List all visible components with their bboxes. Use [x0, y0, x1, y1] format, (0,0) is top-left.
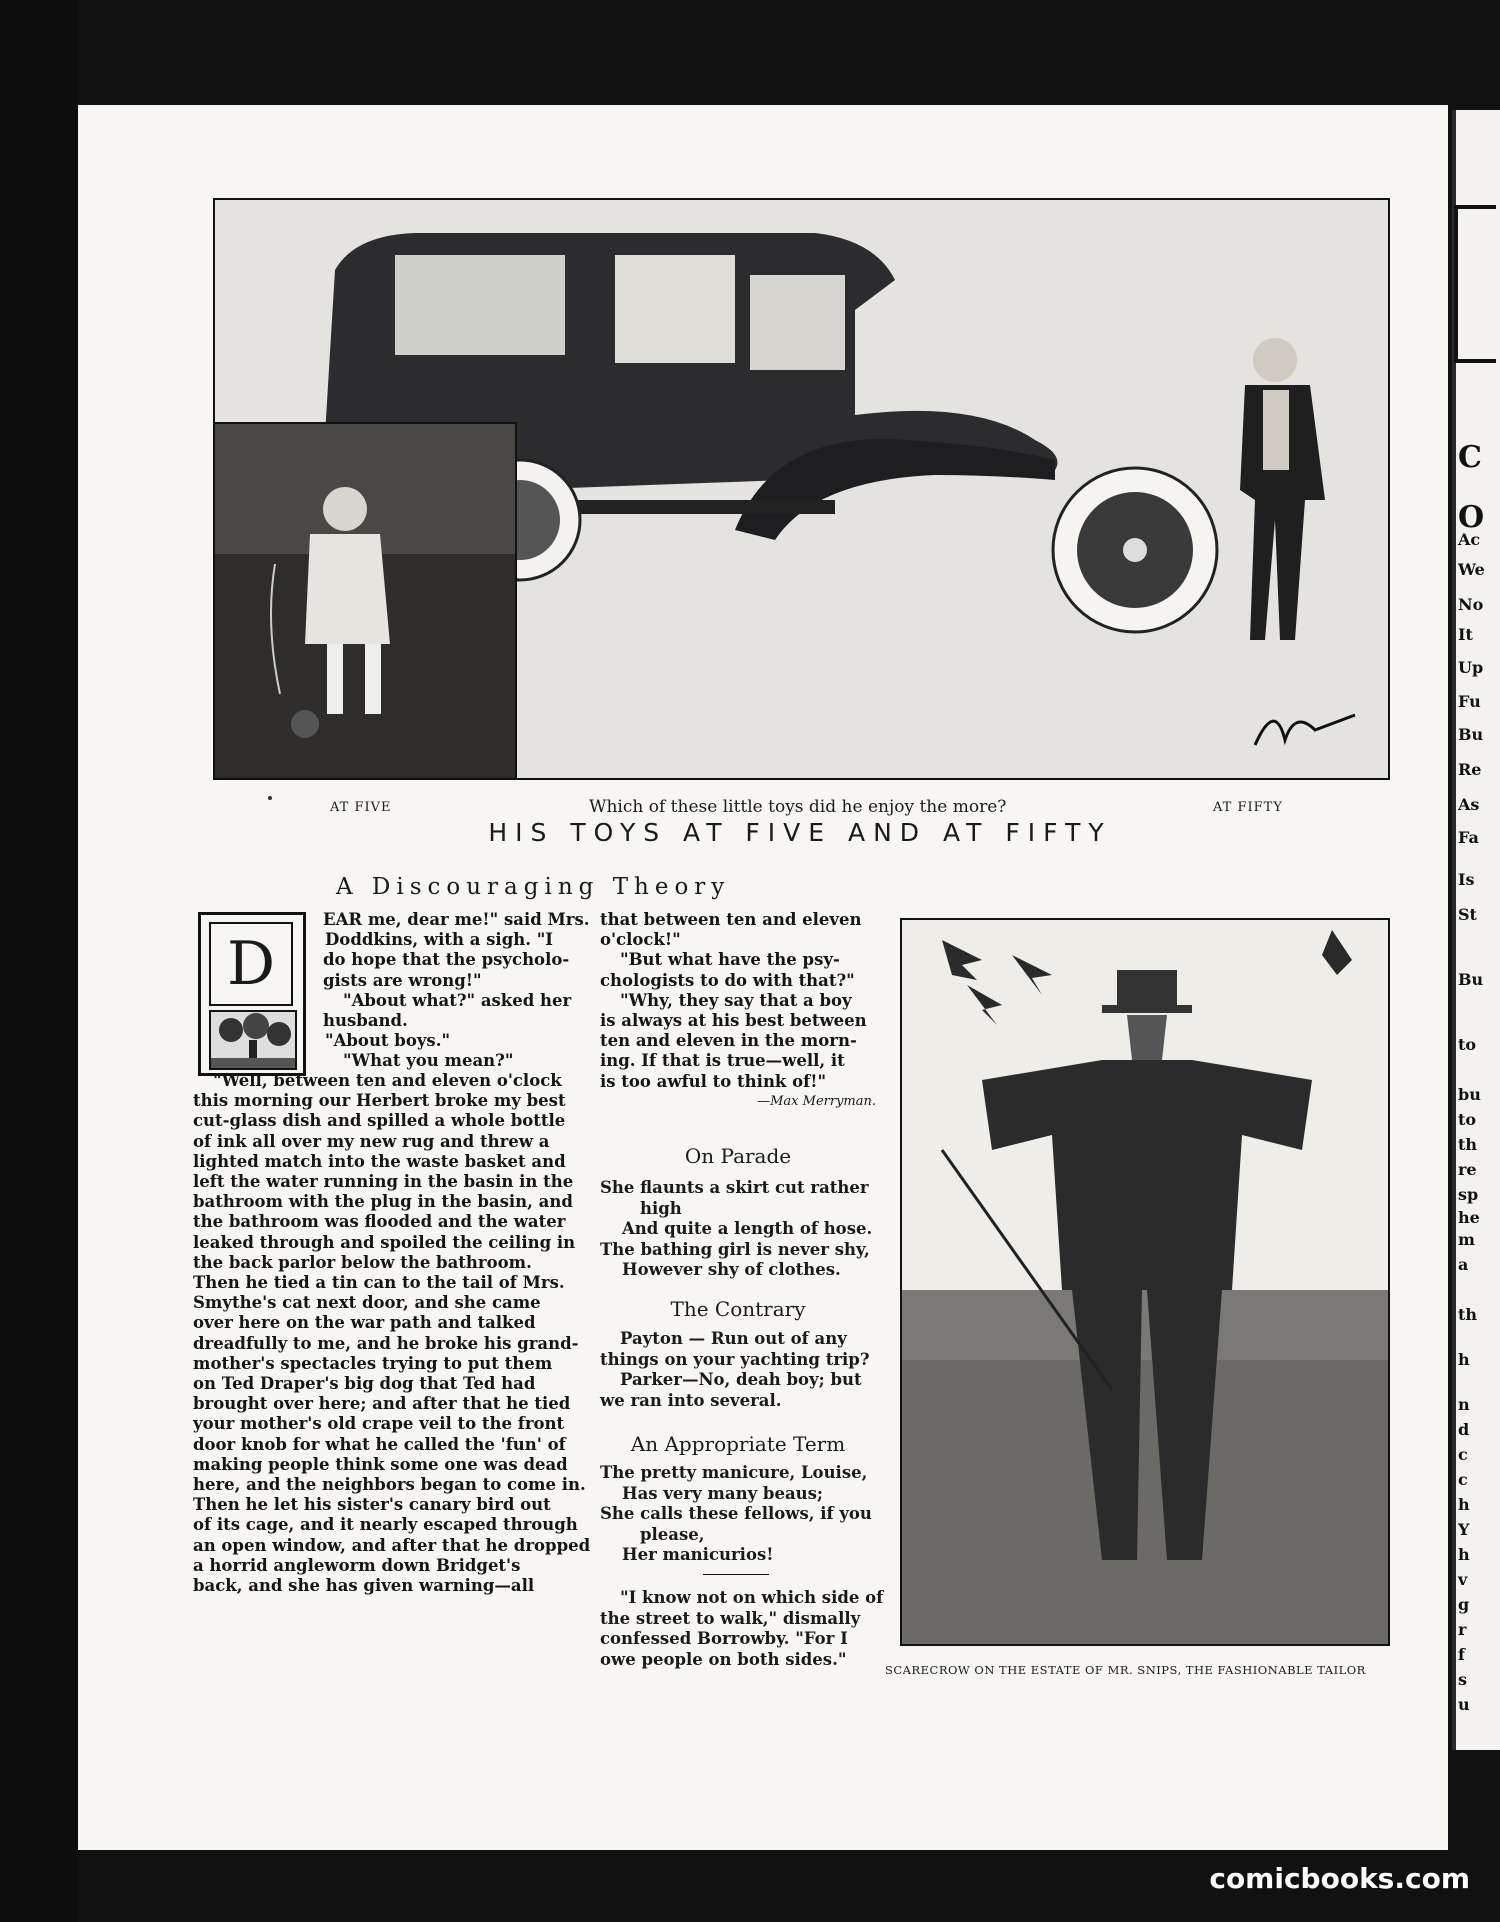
facing-page-text-fragment: Fa [1458, 828, 1479, 847]
facing-page-edge [1452, 110, 1500, 1750]
text-line: door knob for what he called the 'fun' of [193, 1434, 566, 1454]
article-body-column-1 [193, 1071, 591, 1596]
verse-line: Has very many beaus; [622, 1483, 824, 1503]
text-line: "Well, between ten and eleven o'clock [213, 1071, 562, 1090]
facing-page-text-fragment: Up [1458, 658, 1484, 677]
verse-line: Her manicurios! [622, 1545, 774, 1564]
text-line: "About what?" asked her [343, 990, 572, 1010]
text-line: ing. If that is true—well, it [600, 1051, 845, 1071]
facing-page-text-fragment: h [1458, 1350, 1470, 1369]
print-speck [268, 796, 272, 800]
on-parade-title: On Parade [684, 1144, 792, 1168]
verse-line: Parker—No, deah boy; but [620, 1370, 862, 1389]
facing-page-text-fragment: Is [1458, 870, 1475, 889]
facing-page-text-fragment: h [1458, 1495, 1470, 1514]
text-line: "Why, they say that a boy [620, 990, 852, 1010]
large-initial-frame [1454, 205, 1496, 363]
text-line: chologists to do with that?" [600, 970, 855, 990]
text-line: mother's spectacles trying to put them [193, 1353, 553, 1373]
facing-page-text-fragment: It [1458, 625, 1473, 644]
facing-page-text-fragment: g [1458, 1595, 1470, 1614]
drop-cap [198, 912, 306, 1076]
watermark: comicbooks.com [1209, 1862, 1470, 1895]
verse-line: things on your yachting trip? [600, 1349, 870, 1369]
facing-page-text-fragment: m [1458, 1230, 1475, 1249]
section-divider [703, 1574, 769, 1575]
article-opening [323, 910, 590, 1072]
facing-page-text-fragment: bu [1458, 1085, 1481, 1104]
appropriate-term-title: An Appropriate Term [630, 1432, 846, 1456]
child-inset-picture [215, 422, 517, 780]
text-line: that between ten and eleven [600, 910, 862, 929]
verse-line: She flaunts a skirt cut rather [600, 1178, 869, 1197]
text-line: back, and she has given warning—all [193, 1576, 535, 1596]
verse-line: we ran into several. [600, 1390, 782, 1410]
caption-at-fifty: AT FIFTY [1213, 800, 1283, 815]
text-line: do hope that the psycholo- [323, 950, 570, 970]
text-line: Then he tied a tin can to the tail of Mrs. [193, 1273, 565, 1293]
facing-page-text-fragment: v [1458, 1570, 1468, 1589]
the-contrary-text [600, 1329, 880, 1411]
text-line: husband. [323, 1011, 408, 1031]
text-line: over here on the war path and talked [193, 1313, 536, 1333]
facing-page-text-fragment: Fu [1458, 692, 1481, 711]
text-line: "What you mean?" [343, 1051, 514, 1071]
text-line: this morning our Herbert broke my best [193, 1091, 566, 1111]
scan-border [0, 0, 78, 1922]
text-line: is always at his best between [600, 1011, 867, 1031]
facing-page-text-fragment: c [1458, 1470, 1468, 1489]
facing-page-text-fragment: r [1458, 1620, 1467, 1639]
text-line: of its cage, and it nearly escaped through [193, 1515, 578, 1535]
caption-at-five: AT FIVE [330, 800, 392, 815]
facing-page-text-fragment: As [1458, 795, 1480, 814]
facing-page-text-fragment: to [1458, 1110, 1477, 1129]
facing-page-text-fragment: c [1458, 1445, 1468, 1464]
facing-page-text-fragment: O [1458, 500, 1485, 535]
borrowby-joke [600, 1588, 884, 1670]
text-line: dreadfully to me, and he broke his grand- [193, 1333, 579, 1353]
text-line: the bathroom was flooded and the water [193, 1212, 566, 1232]
drop-cap-letter: D [209, 922, 293, 1006]
appropriate-term-verse [600, 1463, 880, 1566]
facing-page-text-fragment: St [1458, 905, 1477, 924]
verse-line: the street to walk," dismally [600, 1608, 861, 1628]
text-line: of ink all over my new rug and threw a [193, 1131, 550, 1151]
facing-page-text-fragment: Bu [1458, 970, 1484, 989]
facing-page-text-fragment: No [1458, 595, 1484, 614]
text-line: cut-glass dish and spilled a whole bottle [193, 1111, 566, 1131]
front-wheel [1053, 468, 1217, 632]
facing-page-text-fragment: re [1458, 1160, 1477, 1179]
text-line: brought over here; and after that he tied [193, 1394, 571, 1414]
text-line: Doddkins, with a sigh. "I [325, 930, 554, 950]
verse-line: confessed Borrowby. "For I [600, 1629, 848, 1648]
facing-page-text-fragment: h [1458, 1545, 1470, 1564]
text-line: o'clock!" [600, 930, 681, 950]
facing-page-text-fragment: Y [1458, 1520, 1470, 1539]
facing-page-text-fragment: sp [1458, 1185, 1479, 1204]
text-line: the back parlor below the bathroom. [193, 1252, 532, 1272]
verse-line: However shy of clothes. [622, 1260, 841, 1279]
text-line: on Ted Draper's big dog that Ted had [193, 1374, 536, 1394]
verse-line: Payton — Run out of any [620, 1329, 847, 1348]
verse-line: And quite a length of hose. [622, 1219, 873, 1238]
scarecrow-drawing [902, 920, 1388, 1644]
article-body-column-2 [600, 910, 876, 1112]
text-line: a horrid angleworm down Bridget's [193, 1555, 521, 1575]
on-parade-verse [600, 1178, 880, 1281]
text-line: Then he let his sister's canary bird out [193, 1495, 551, 1515]
verse-line: "I know not on which side of [620, 1588, 884, 1607]
illustration-title: HIS TOYS AT FIVE AND AT FIFTY [488, 818, 1112, 847]
facing-page-text-fragment: s [1458, 1670, 1468, 1689]
text-line: left the water running in the basin in the [193, 1172, 574, 1192]
text-line: Smythe's cat next door, and she came [193, 1293, 541, 1313]
tree-ornament-drawing [211, 1012, 295, 1068]
caption-question: Which of these little toys did he enjoy the more? [589, 797, 1007, 817]
text-line: your mother's old crape veil to the front [193, 1414, 565, 1434]
child-drawing [215, 424, 515, 780]
text-line: EAR me, dear me!" said Mrs. [323, 910, 590, 929]
scarecrow-caption: SCARECROW ON THE ESTATE OF MR. SNIPS, THE FASHIONABLE TAILOR [885, 1663, 1366, 1677]
text-line: "About boys." [325, 1031, 451, 1051]
text-line: here, and the neighbors began to come in. [193, 1475, 586, 1495]
facing-page-text-fragment: f [1458, 1645, 1465, 1664]
facing-page-text-fragment: d [1458, 1420, 1470, 1439]
scarecrow-illustration [900, 918, 1390, 1646]
the-contrary-title: The Contrary [670, 1297, 806, 1321]
facing-page-text-fragment: to [1458, 1035, 1477, 1054]
facing-page-text-fragment: Bu [1458, 725, 1484, 744]
verse-line: please, [640, 1524, 705, 1544]
toys-illustration [213, 198, 1390, 780]
verse-line: high [640, 1198, 682, 1218]
text-line: bathroom with the plug in the basin, and [193, 1192, 573, 1212]
facing-page-text-fragment: th [1458, 1305, 1478, 1324]
verse-line: The bathing girl is never shy, [600, 1239, 870, 1259]
verse-line: She calls these fellows, if you [600, 1504, 872, 1523]
facing-page-text-fragment: C [1458, 440, 1482, 475]
facing-page-text-fragment: a [1458, 1255, 1469, 1274]
text-line: an open window, and after that he dropped [193, 1535, 591, 1555]
facing-page-text-fragment: th [1458, 1135, 1478, 1154]
text-line: making people think some one was dead [193, 1454, 568, 1474]
man-at-fifty [1240, 338, 1325, 640]
text-line: gists are wrong!" [323, 970, 482, 990]
text-line: leaked through and spoiled the ceiling in [193, 1232, 576, 1252]
article-title: A Discouraging Theory [336, 874, 731, 900]
author-signature: —Max Merryman. [757, 1093, 876, 1109]
verse-line: owe people on both sides." [600, 1649, 847, 1669]
facing-page-text-fragment: Ac [1458, 530, 1481, 549]
facing-page-text-fragment: he [1458, 1208, 1480, 1227]
text-line: ten and eleven in the morn- [600, 1031, 857, 1051]
facing-page-text-fragment: Re [1458, 760, 1482, 779]
verse-line: The pretty manicure, Louise, [600, 1463, 868, 1482]
drop-cap-tree-ornament [209, 1010, 297, 1070]
facing-page-text-fragment: We [1458, 560, 1485, 579]
text-line: "But what have the psy- [620, 950, 840, 970]
facing-page-text-fragment: n [1458, 1395, 1470, 1414]
text-line: is too awful to think of!" [600, 1071, 827, 1091]
facing-page-text-fragment: u [1458, 1695, 1470, 1714]
text-line: lighted match into the waste basket and [193, 1151, 566, 1171]
